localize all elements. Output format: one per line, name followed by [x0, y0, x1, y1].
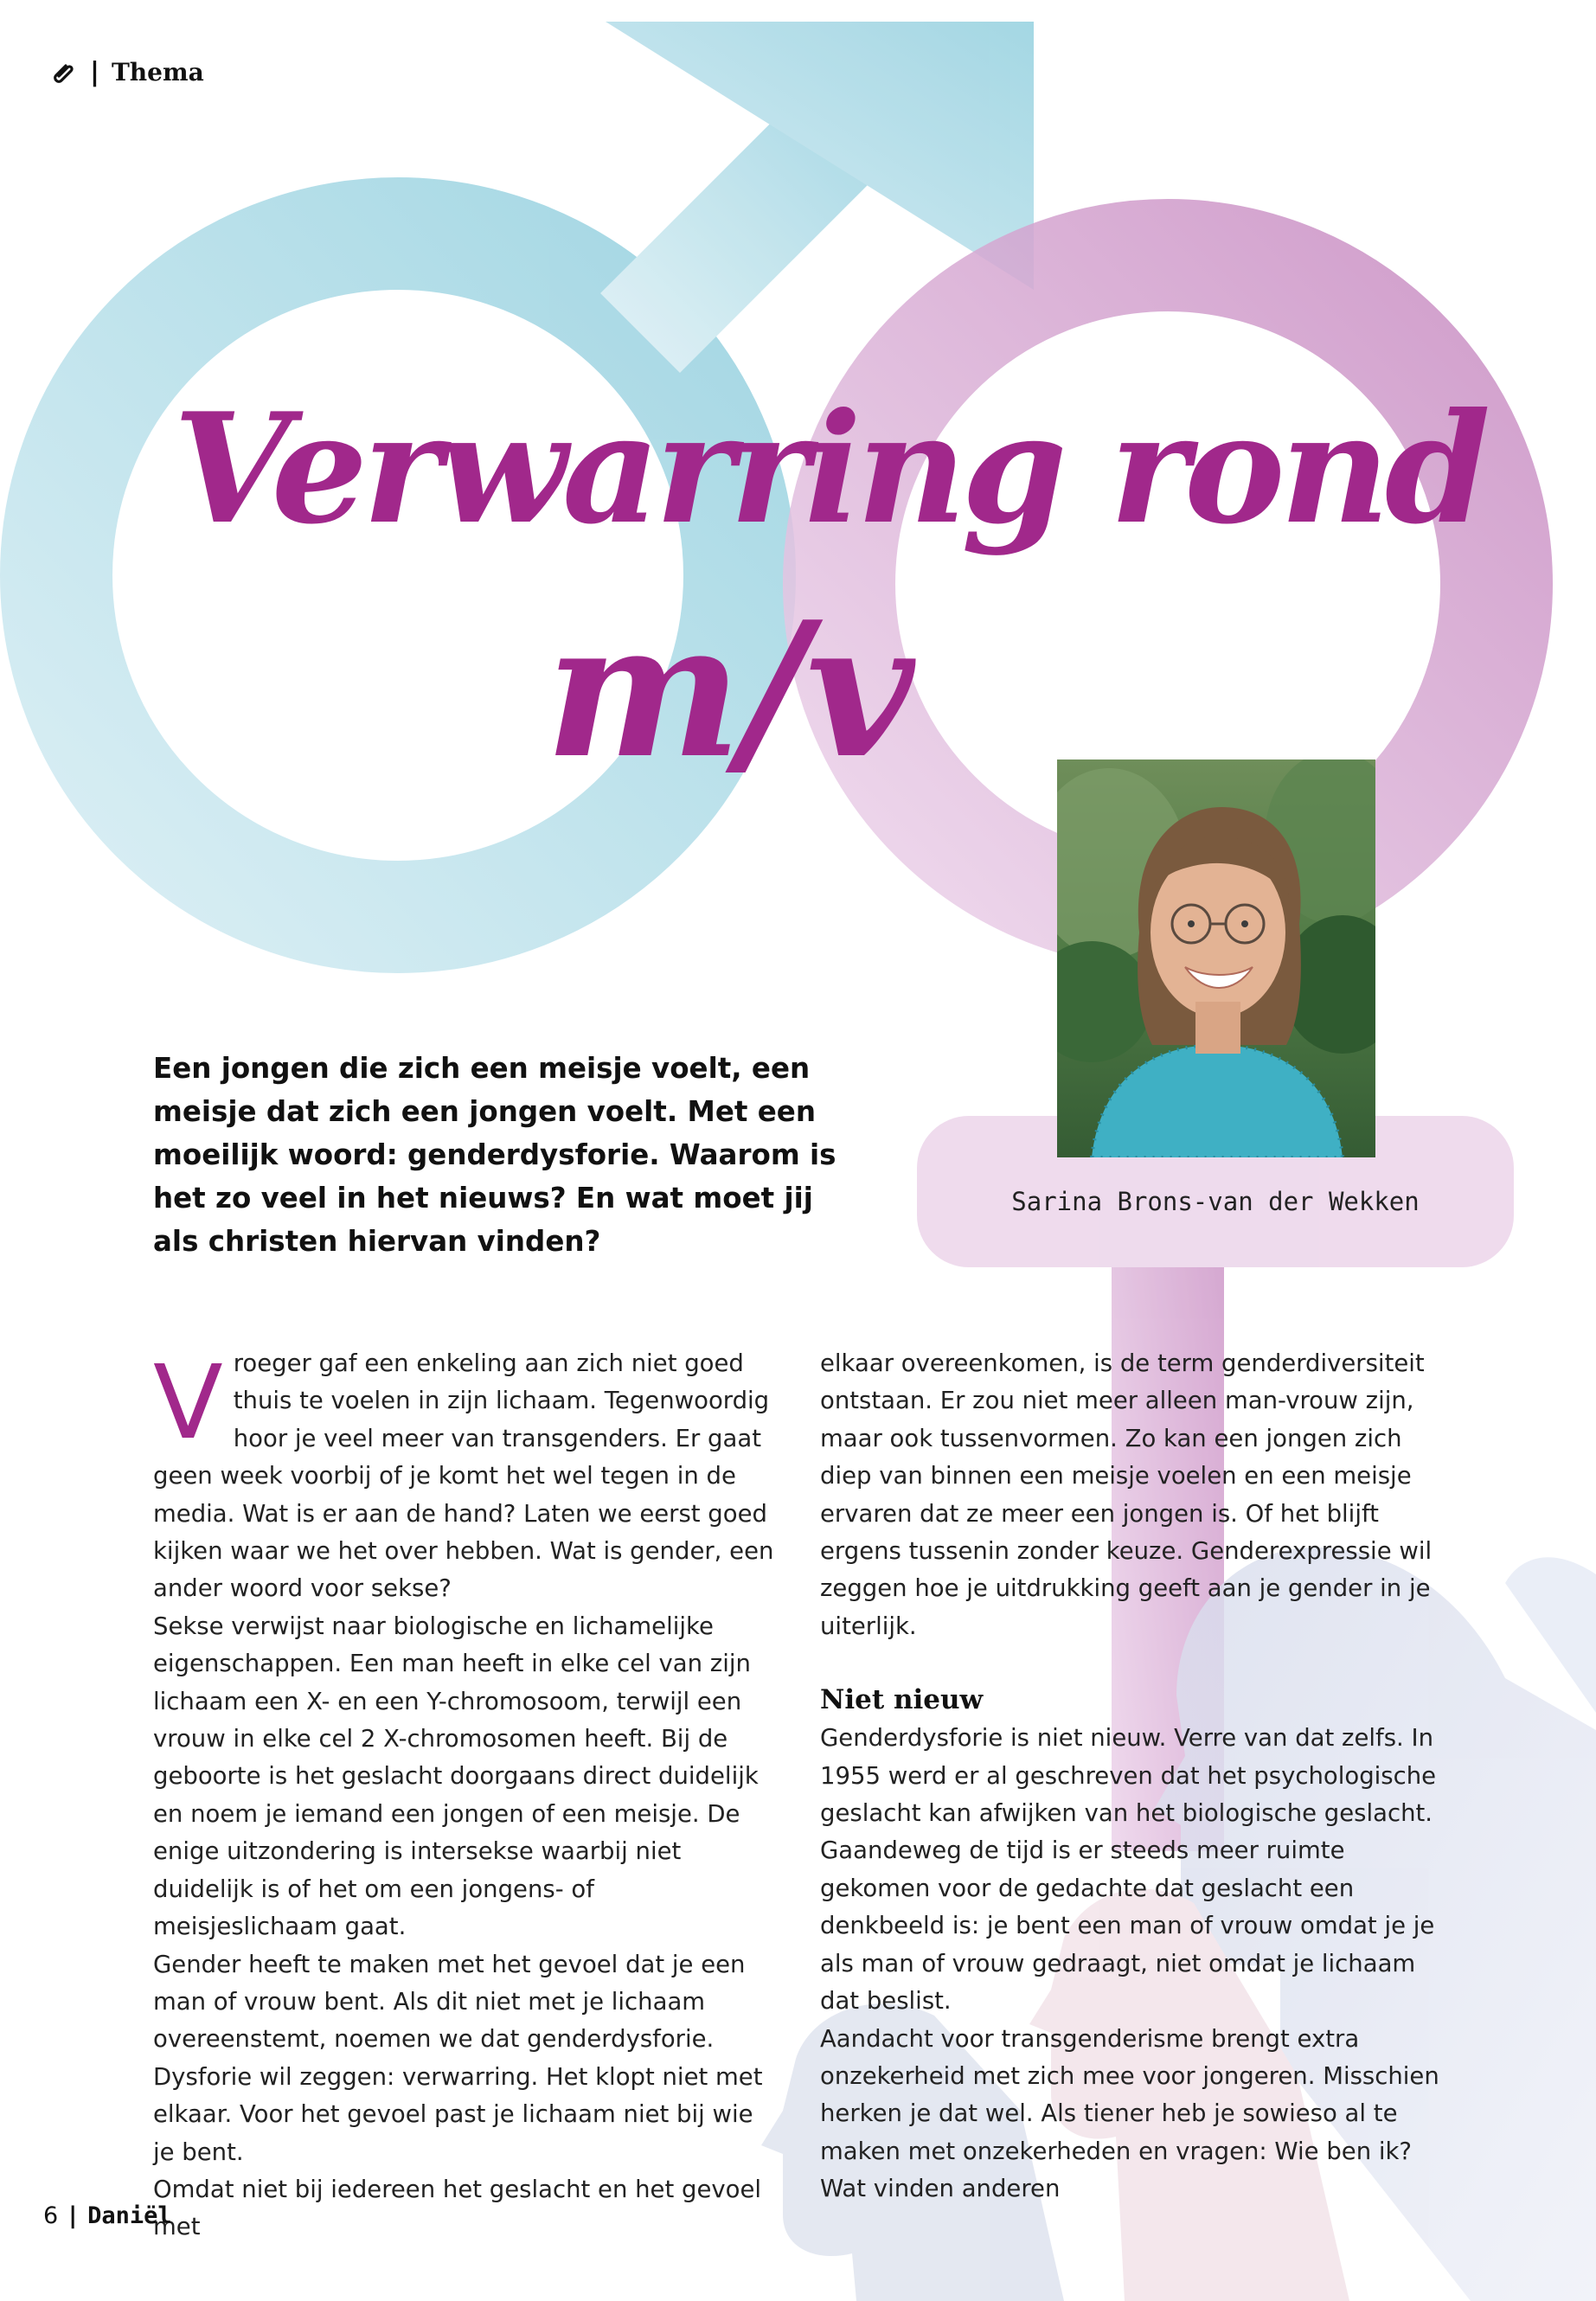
magazine-name: Daniël: [87, 2202, 172, 2229]
article-title-line-1: Verwarring rond: [173, 381, 1486, 558]
paragraph-5: elkaar overeenkomen, is de term genderdiversiteit ontstaan. Er zou niet meer alleen man-vrouw zijn, maar ook tussenvormen. Zo kan een jongen zich diep van binnen een meisje voelen en een meisje ervaren dat ze meer een jongen is. Of het blijft ergens tussenin zonder keuze. Genderexpressie wil zeggen hoe je uitdrukking geeft aan je gender in je uiterlijk.: [820, 1349, 1433, 1640]
header-separator: |: [90, 57, 99, 87]
footer-separator: |: [68, 2202, 78, 2229]
body-column-left: [153, 1345, 776, 2247]
author-portrait: [1057, 760, 1375, 1157]
paragraph-1: [153, 1345, 776, 1608]
paragraph-4: Omdat niet bij iedereen het geslacht en het gevoel met: [153, 2175, 762, 2241]
paragraph-2: Sekse verwijst naar biologische en lichamelijke eigenschappen. Een man heeft in elke cel van zijn lichaam een X- en een Y-chromosoom, terwijl een vrouw in elke cel 2 X-chromosomen heeft. Bij de geboorte is het geslacht doorgaans direct duidelijk en noem je iemand een jongen of een meisje. De enige uitzondering is intersekse waarbij niet duidelijk is of het om een jongens- of meisjeslichaam gaat.: [153, 1612, 759, 1941]
page-number: 6: [43, 2202, 59, 2229]
section-label: Thema: [111, 58, 204, 87]
author-caption: Sarina Brons-van der Wekken: [1011, 1187, 1420, 1216]
article-intro: Een jongen die zich een meisje voelt, een meisje dat zich een jongen voelt. Met een moeilijk woord: genderdysforie. Waarom is het zo veel in het nieuws? En wat moet jij als christen hiervan vinden?: [153, 1052, 836, 1258]
paragraph-7: Aandacht voor transgenderisme brengt extra onzekerheid met zich mee voor jongeren. Misschien herken je dat wel. Als tiener heb je sowieso al te maken met onzekerheden en vragen: Wie ben ik? Wat vinden anderen: [820, 2024, 1439, 2203]
paragraph-1-text: roeger gaf een enkeling aan zich niet goed thuis te voelen in zijn lichaam. Tegenwoordig hoor je veel meer van transgenders. Er gaat geen week voorbij of je komt het wel tegen in de media. Wat is er aan de hand? Laten we eerst goed kijken waar we het over hebben. Wat is gender, een ander woord voor sekse?: [153, 1349, 774, 1603]
page-footer: [43, 2202, 172, 2229]
body-column-right: [820, 1345, 1443, 2208]
paragraph-6: Genderdysforie is niet nieuw. Verre van dat zelfs. In 1955 werd er al geschreven dat het psychologische geslacht kan afwijken van het biologische geslacht. Gaandeweg de tijd is er steeds meer ruimte gekomen voor de gedachte dat geslacht een denkbeeld is: je bent een man of vrouw omdat je je als man of vrouw gedraagt, niet omdat je lichaam dat beslist.: [820, 1724, 1437, 2016]
section-header: [50, 57, 204, 87]
paperclip-icon: [50, 59, 78, 87]
subheading-niet-nieuw: Niet nieuw: [820, 1684, 984, 1716]
drop-cap: V: [153, 1343, 223, 1462]
article-title-line-2: m/v: [545, 580, 913, 799]
paragraph-3: Gender heeft te maken met het gevoel dat je een man of vrouw bent. Als dit niet met je lichaam overeenstemt, noemen we dat genderdysforie. Dysforie wil zeggen: verwarring. Het klopt niet met elkaar. Voor het gevoel past je lichaam niet bij wie je bent.: [153, 1950, 763, 2166]
